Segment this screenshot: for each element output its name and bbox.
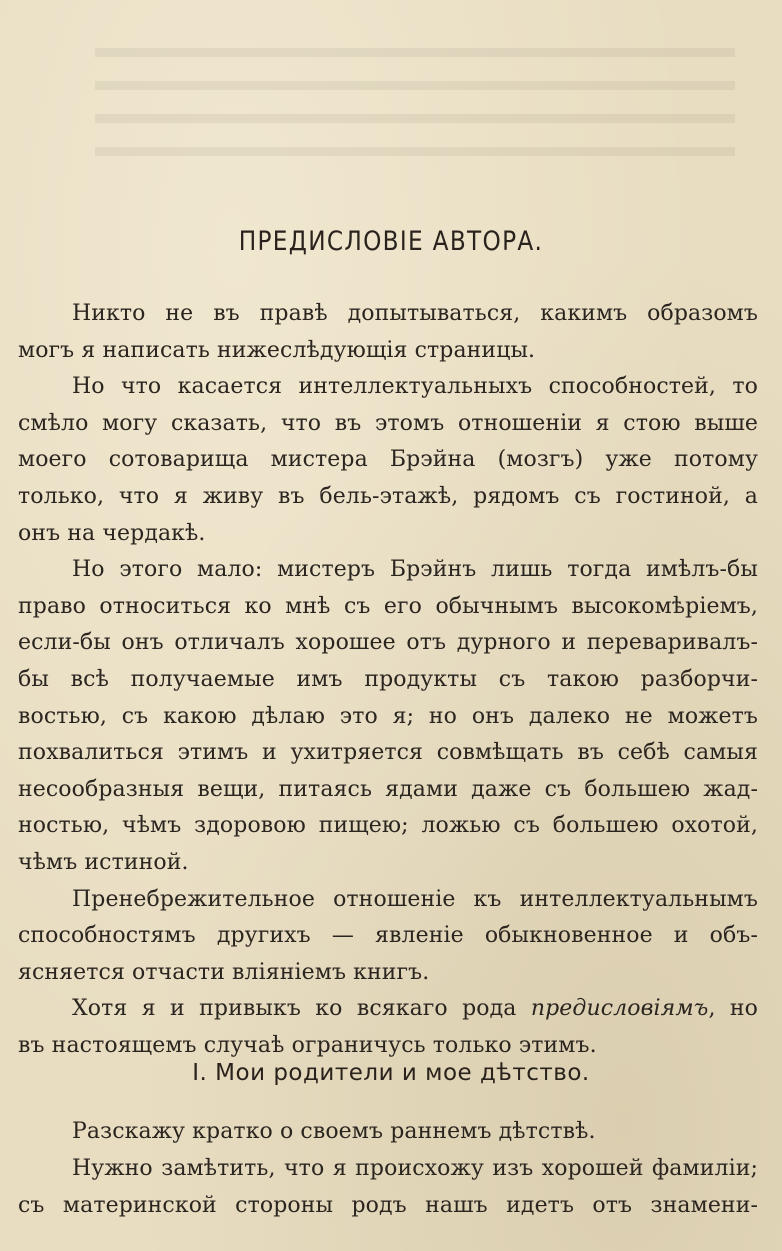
text-line: могъ я написать нижеслѣдующія страницы.	[18, 337, 536, 363]
text-line: востью, съ какою дѣлаю это я; но онъ далеко не можетъ	[18, 703, 758, 729]
text-line: онъ на чердакѣ.	[18, 520, 206, 546]
text-line: съ материнской стороны родъ нашъ идетъ отъ знамени-	[18, 1193, 758, 1218]
preface-text	[18, 296, 758, 1064]
text-run: , но	[708, 996, 758, 1022]
text-line: Но этого мало: мистеръ Брэйнъ лишь тогда имѣлъ-бы	[72, 557, 758, 583]
text-line: Пренебрежительное отношеніе къ интеллектуальнымъ	[72, 886, 758, 912]
text-line: если-бы онъ отличалъ хорошее отъ дурного и переваривалъ-	[18, 630, 758, 656]
italic-word: предисловіямъ	[530, 996, 709, 1022]
text-run: Хотя я и привыкъ ко всякаго рода	[72, 996, 531, 1022]
section-heading: I. Мои родители и мое дѣтство.	[192, 1060, 590, 1086]
text-line: въ настоящемъ случаѣ ограничусь только этимъ.	[18, 1032, 597, 1058]
text-line: ясняется отчасти вліяніемъ книгъ.	[18, 959, 430, 985]
text-line: способностямъ другихъ — явленіе обыкновенное и объ-	[18, 923, 758, 949]
text-line: Но что касается интеллектуальныхъ способностей, то	[72, 374, 758, 400]
page-title: ПРЕДИСЛОВІЕ АВТОРА.	[238, 226, 544, 257]
text-line: смѣло могу сказать, что въ этомъ отношеніи я стою выше	[18, 410, 758, 436]
text-line: Нужно замѣтить, что я происхожу изъ хорошей фамиліи;	[72, 1156, 758, 1181]
text-line: право относиться ко мнѣ съ его обычнымъ высокомѣріемъ,	[18, 593, 758, 619]
text-line: только, что я живу въ бель-этажѣ, рядомъ съ гостиной, а	[18, 483, 758, 509]
text-line: ностью, чѣмъ здоровою пищею; ложью съ большею охотой,	[18, 813, 758, 839]
text-line: похвалиться этимъ и ухитряется совмѣщать въ себѣ самыя	[18, 740, 758, 766]
text-line: чѣмъ истиной.	[18, 849, 189, 875]
show-through-text	[95, 48, 735, 168]
section-text	[18, 1113, 758, 1224]
text-line: Разскажу кратко о своемъ раннемъ дѣтствѣ.	[72, 1119, 596, 1144]
text-line: Никто не въ правѣ допытываться, какимъ образомъ	[72, 301, 758, 326]
text-line: несообразныя вещи, питаясь ядами даже съ большею жад-	[18, 776, 758, 802]
text-line: бы всѣ получаемые имъ продукты съ такою разборчи-	[18, 666, 758, 692]
text-line	[18, 991, 758, 1028]
text-line: моего сотоварища мистера Брэйна (мозгъ) уже потому	[18, 447, 758, 473]
